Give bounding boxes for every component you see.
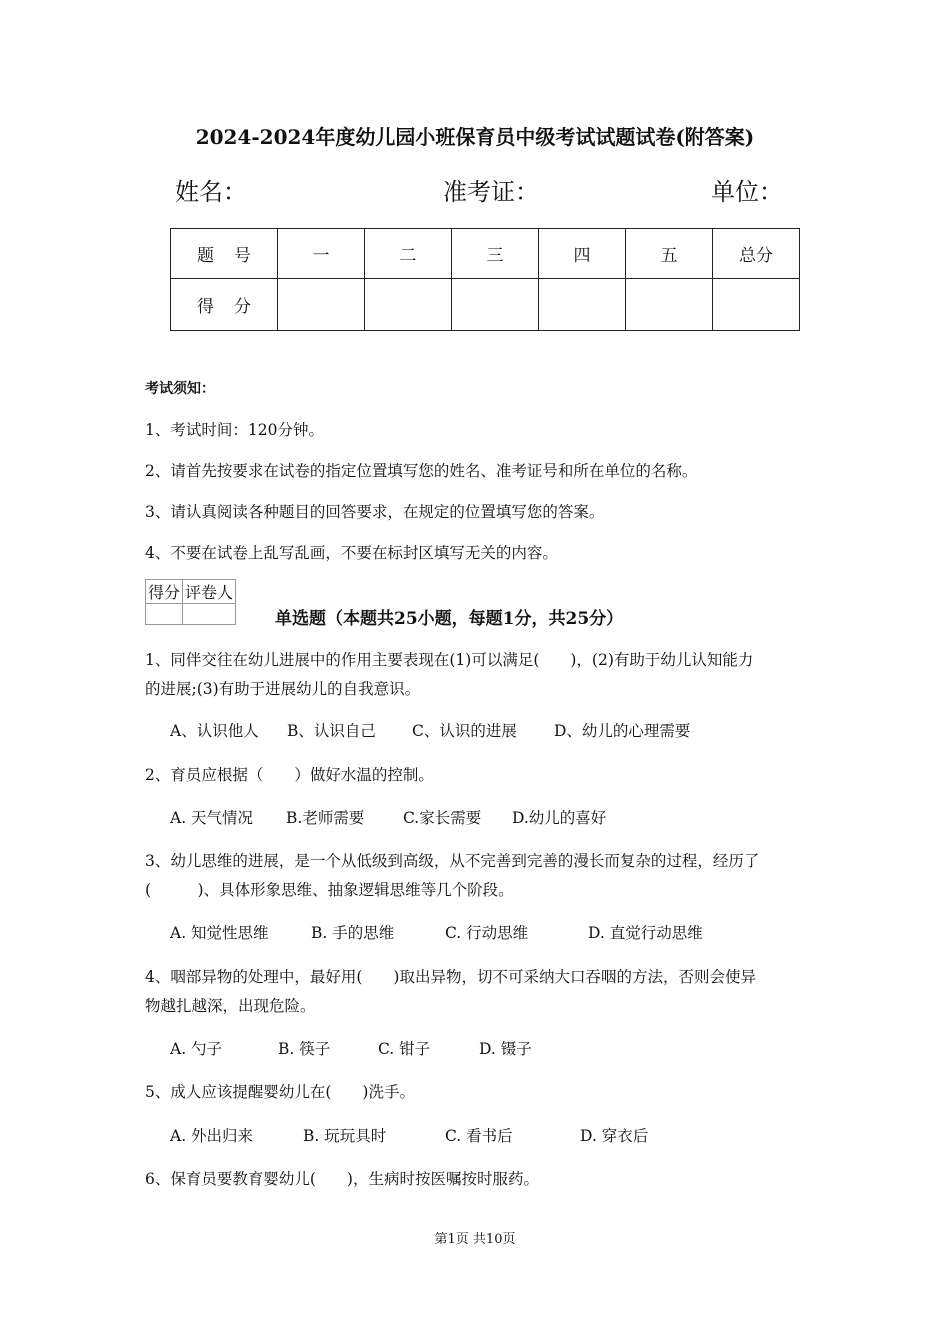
notice-item: 2、请首先按要求在试卷的指定位置填写您的姓名、准考证号和所在单位的名称。	[145, 462, 698, 480]
column-label: 三	[452, 229, 539, 279]
question-text: 2、育员应根据（ ）做好水温的控制。	[145, 766, 434, 784]
question-text: 4、咽部异物的处理中，最好用( )取出异物，切不可采纳大口吞咽的方法，否则会使异	[145, 968, 756, 986]
grader-score-label: 得分	[146, 580, 183, 604]
score-cell	[713, 279, 800, 331]
option-d: D. 镊子	[479, 1040, 532, 1058]
option-b: B. 手的思维	[311, 924, 395, 942]
option-b: B.老师需要	[286, 809, 365, 827]
score-table-header-row	[171, 229, 800, 279]
notice-item: 4、不要在试卷上乱写乱画，不要在标封区填写无关的内容。	[145, 544, 558, 562]
option-d: D.幼儿的喜好	[512, 809, 607, 827]
option-a: A. 勺子	[170, 1040, 223, 1058]
option-a: A. 天气情况	[170, 809, 254, 827]
page-title: 2024-2024年度幼儿园小班保育员中级考试试题试卷(附答案)	[195, 125, 755, 149]
score-label: 得分	[171, 279, 278, 331]
exam-id-field-label: 准考证：	[443, 178, 539, 206]
question-text: 1、同伴交往在幼儿进展中的作用主要表现在(1)可以满足( )，(2)有助于幼儿认知能力	[145, 651, 754, 669]
option-c: C.家长需要	[403, 809, 482, 827]
option-d: D. 直觉行动思维	[588, 924, 703, 942]
option-c: C、认识的进展	[412, 722, 517, 740]
page-footer: 第1页 共10页	[434, 1232, 516, 1247]
score-cell	[626, 279, 713, 331]
option-c: C. 钳子	[378, 1040, 431, 1058]
option-b: B、认识自己	[287, 722, 376, 740]
column-label: 二	[365, 229, 452, 279]
option-a: A. 外出归来	[170, 1127, 254, 1145]
score-table-score-row	[171, 279, 800, 331]
section-title: 单选题（本题共25小题，每题1分，共25分）	[275, 609, 624, 629]
option-d: D、幼儿的心理需要	[554, 722, 691, 740]
question-text: 物越扎越深，出现危险。	[145, 997, 316, 1015]
option-a: A、认识他人	[170, 722, 259, 740]
column-label: 五	[626, 229, 713, 279]
notice-title: 考试须知：	[145, 381, 215, 397]
option-b: B. 筷子	[278, 1040, 331, 1058]
notice-item: 3、请认真阅读各种题目的回答要求，在规定的位置填写您的答案。	[145, 503, 605, 521]
score-cell	[365, 279, 452, 331]
question-text: 3、幼儿思维的进展，是一个从低级到高级，从不完善到完善的漫长而复杂的过程，经历了	[145, 852, 760, 870]
question-text: 的进展;(3)有助于进展幼儿的自我意识。	[145, 680, 421, 698]
column-label: 一	[278, 229, 365, 279]
score-cell	[539, 279, 626, 331]
option-c: C. 行动思维	[445, 924, 529, 942]
option-b: B. 玩玩具时	[303, 1127, 387, 1145]
grader-box	[145, 579, 236, 625]
column-label: 总分	[713, 229, 800, 279]
question-text: ( )、具体形象思维、抽象逻辑思维等几个阶段。	[145, 881, 514, 899]
question-text: 6、保育员要教育婴幼儿( )，生病时按医嘱按时服药。	[145, 1170, 539, 1188]
grader-score-cell	[146, 604, 183, 625]
notice-item: 1、考试时间：120分钟。	[145, 421, 324, 439]
name-field-label: 姓名：	[175, 178, 247, 206]
option-a: A. 知觉性思维	[170, 924, 269, 942]
option-c: C. 看书后	[445, 1127, 513, 1145]
column-label: 四	[539, 229, 626, 279]
score-cell	[278, 279, 365, 331]
score-cell	[452, 279, 539, 331]
score-table	[170, 228, 800, 331]
option-d: D. 穿衣后	[580, 1127, 649, 1145]
unit-field-label: 单位：	[711, 178, 783, 206]
question-text: 5、成人应该提醒婴幼儿在( )洗手。	[145, 1083, 415, 1101]
grader-name-cell	[183, 604, 236, 625]
grader-name-label: 评卷人	[183, 580, 236, 604]
question-number-label: 题号	[171, 229, 278, 279]
